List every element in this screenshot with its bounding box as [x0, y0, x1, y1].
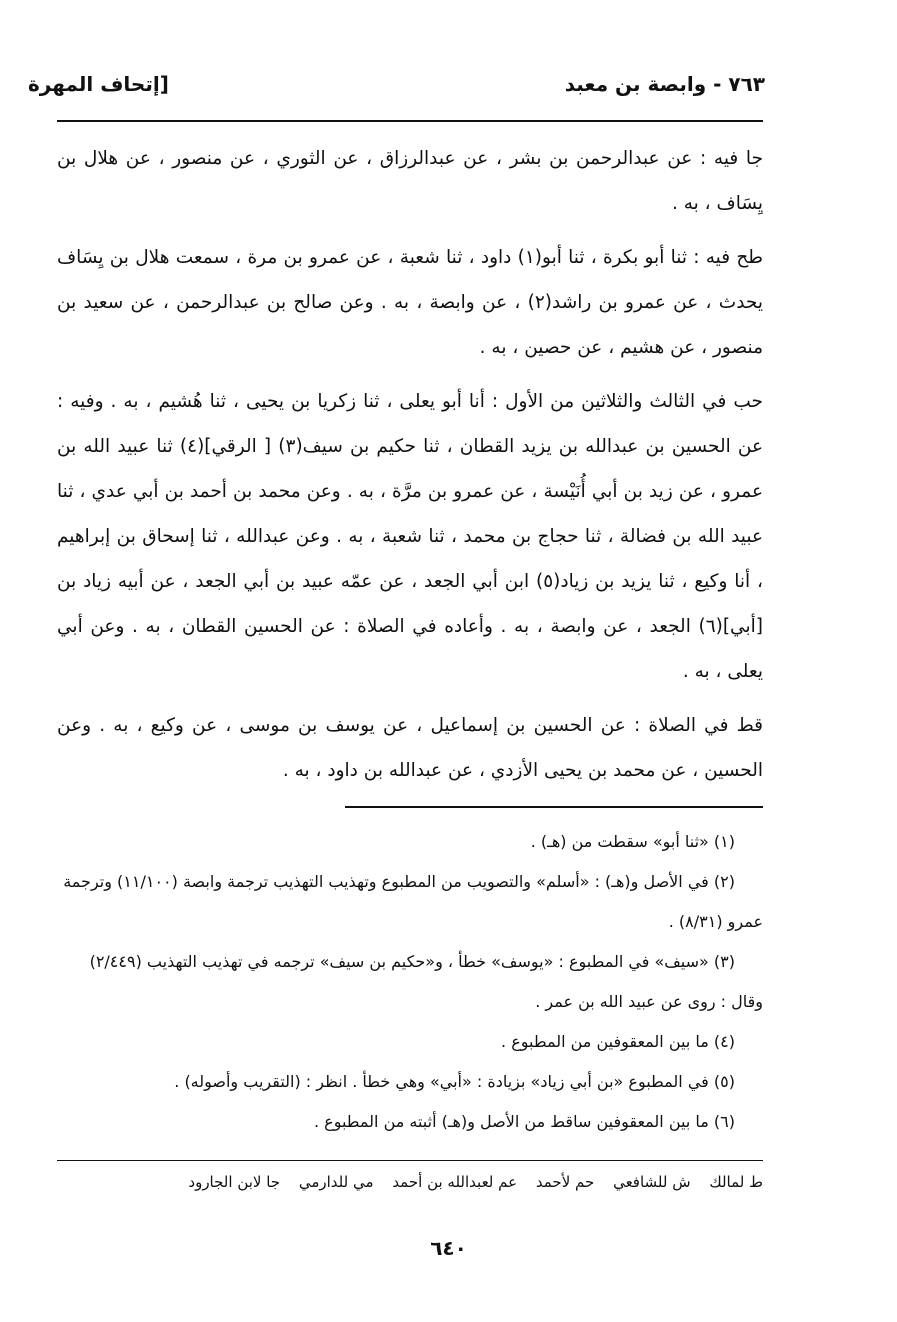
footnote-rule	[345, 806, 763, 808]
footnote-3: (٣) «سيف» في المطبوع : «يوسف» خطأ ، و«حكيم بن سيف» ترجمه في تهذيب التهذيب (٢/٤٤٩) وقال : روى عن عبيد الله بن عمر .	[89, 952, 763, 1011]
paragraph-ja: جا فيه : عن عبدالرحمن بن بشر ، عن عبدالرزاق ، عن الثوري ، عن منصور ، عن هلال بن يِسَاف ، به .	[57, 148, 763, 214]
book-title: [إتحاف المهرة	[28, 72, 169, 96]
abbreviations-rule	[57, 1160, 763, 1161]
abbr-ibn-jarud: جا لابن الجارود	[188, 1173, 281, 1191]
abbr-ahmad: حم لأحمد	[535, 1173, 595, 1191]
paragraph-hib: حب في الثالث والثلاثين من الأول : أنا أبو يعلى ، ثنا زكريا بن يحيى ، ثنا هُشيم ، به . وفيه : عن الحسين بن عبدالله بن يزيد القطان ، ثنا حكيم بن سيف(٣) [ الرقي](٤) ثنا عبيد الله بن عمرو ، عن زيد بن أبي أُنَيْسة ، عن عمرو بن مرَّة ، به . وعن محمد بن أحمد بن أبي عدي ، ثنا عبيد الله بن فضالة ، ثنا حجاج بن محمد ، ثنا شعبة ، به . وعن عبدالله ، ثنا إسحاق بن إبراهيم ، أنا وكيع ، ثنا يزيد بن زياد(٥) ابن أبي الجعد ، عن عمّه عبيد بن أبي الجعد ، عن أبيه زياد بن [أبي](٦) الجعد ، عن وابصة ، به . وأعاده في الصلاة : عن الحسين القطان ، به . وعن أبي يعلى ، به .	[57, 391, 763, 682]
abbr-malik: ط لمالك	[709, 1173, 763, 1191]
footnote-6: (٦) ما بين المعقوفين ساقط من الأصل و(هـ) أثبته من المطبوع .	[313, 1112, 735, 1131]
footnote-2: (٢) في الأصل و(هـ) : «أسلم» والتصويب من المطبوع وتهذيب التهذيب ترجمة وابصة (١١/١٠٠) وترجمة عمرو (٨/٣١) .	[63, 872, 763, 931]
footnote-5: (٥) في المطبوع «بن أبي زياد» بزيادة : «أبي» وهي خطأ . انظر : (التقريب وأصوله) .	[174, 1072, 735, 1091]
abbr-shafii: ش للشافعي	[613, 1173, 691, 1191]
footnotes	[57, 822, 763, 1142]
header-rule	[57, 120, 763, 122]
main-text	[57, 136, 763, 802]
abbr-darimi: مي للدارمي	[298, 1173, 374, 1191]
abbreviations-key	[57, 1168, 763, 1196]
paragraph-tah: طح فيه : ثنا أبو بكرة ، ثنا أبو(١) داود ، ثنا شعبة ، عن عمرو بن مرة ، سمعت هلال بن يِسَاف يحدث ، عن عمرو بن راشد(٢) ، عن وابصة ، به . وعن صالح بن عبدالرحمن ، عن سعيد بن منصور ، عن هشيم ، عن حصين ، به .	[57, 247, 763, 358]
paragraph-qut: قط في الصلاة : عن الحسين بن إسماعيل ، عن يوسف بن موسى ، عن وكيع ، به . وعن الحسين ، عن محمد بن يحيى الأزدي ، عن عبدالله بن داود ، به .	[57, 715, 763, 781]
page-number: ٦٤٠	[430, 1236, 467, 1260]
footnote-1: (١) «ثنا أبو» سقطت من (هـ) .	[530, 832, 735, 851]
footnote-4: (٤) ما بين المعقوفين من المطبوع .	[501, 1032, 735, 1051]
abbr-abdullah: عم لعبدالله بن أحمد	[392, 1173, 518, 1191]
running-header	[28, 60, 765, 100]
chapter-title: ٧٦٣ - وابصة بن معبد	[564, 72, 765, 96]
